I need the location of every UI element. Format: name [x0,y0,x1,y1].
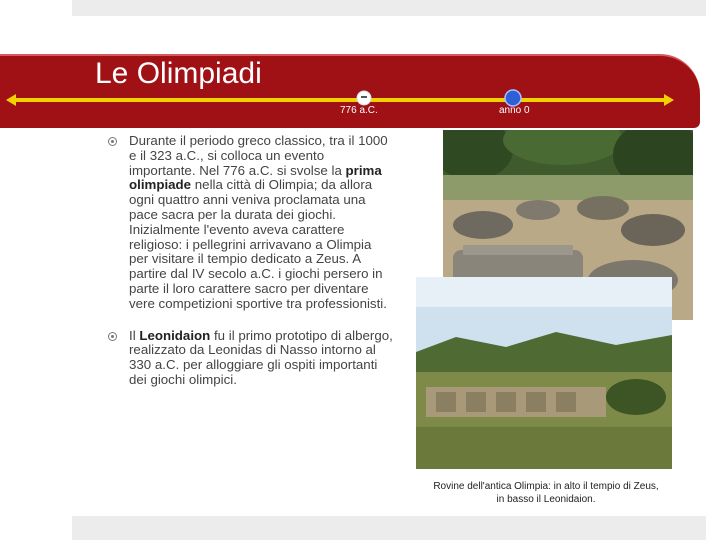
slide-title: Le Olimpiadi [95,57,262,90]
bullet-text [129,329,394,388]
bullet-text [129,134,394,312]
bullet-text-part: Durante il periodo greco classico, tra il 1000 e il 323 a.C., si colloca un evento importante. Nel 776 a.C. si svolse la [129,133,388,178]
caption-line-2: in basso il Leonidaion. [496,494,596,505]
timeline-label-776: 776 a.C. [340,105,378,116]
bullet-text-part: fu il primo prototipo di albergo, realizzato da Leonidas di Nasso intorno al 330 a.C. per alloggiare gli ospiti importanti dei giochi olimpici. [129,327,393,387]
photo-caption [412,480,680,506]
timeline [0,84,720,124]
bullet-text-bold: Leonidaion [139,327,211,343]
timeline-left-arrow [6,94,16,106]
timeline-right-arrow [664,94,674,106]
bullet-text-part: nella città di Olimpia; da allora ogni quattro anni veniva proclamata una pace sacra per la durata dei giochi. Inizialmente l'evento aveva carattere religioso: i pellegrini arrivavano a Olimpia per visitare il tempio dedicato a Zeus. A partire dal IV secolo a.C. i giochi persero in parte il loro carattere sacro per diventare vere competizioni sportive tra professionisti. [129,177,387,311]
leonidaion-photo [416,277,672,469]
timeline-marker-anno0 [505,90,521,106]
bullet-item [108,329,394,388]
bullet-list [108,134,394,405]
bullet-circle-icon [108,332,117,341]
top-gray-strip [72,0,706,16]
bottom-gray-strip [72,516,706,540]
bullet-circle-icon [108,137,117,146]
bullet-item [108,134,394,312]
bullet-text-bold: prima olimpiade [129,162,382,193]
bullet-text-part: Il [129,327,140,343]
timeline-label-anno0: anno 0 [499,105,530,116]
caption-line-1: Rovine dell'antica Olimpia: in alto il tempio di Zeus, [433,481,659,492]
